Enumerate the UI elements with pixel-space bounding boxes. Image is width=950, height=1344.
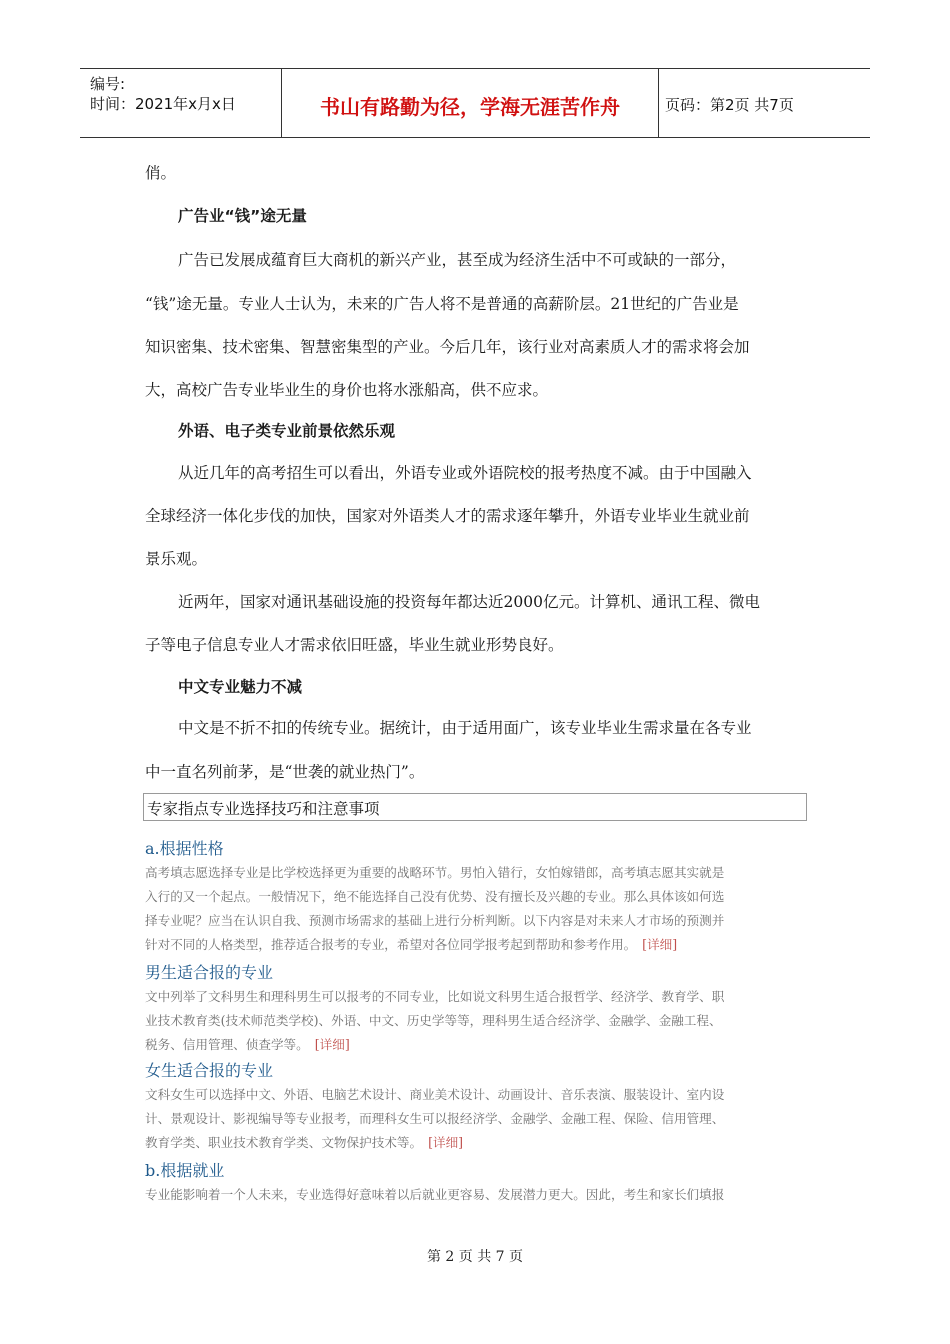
number-label: 编号: — [90, 75, 126, 93]
header-table — [80, 68, 870, 138]
body-line: 中一直名列前茅，是“世袭的就业热门”。 — [145, 763, 425, 781]
body-line: 近两年，国家对通讯基础设施的投资每年都达近2000亿元。计算机、通讯工程、微电 — [178, 593, 760, 611]
summary-text: 税务、信用管理、侦查学等。 — [145, 1037, 309, 1052]
section-link-boys-majors[interactable]: 男生适合报的专业 — [145, 963, 274, 982]
header-right-cell — [659, 69, 870, 137]
section-heading-foreign-language: 外语、电子类专业前景依然乐观 — [178, 422, 396, 440]
expert-tips-title: 专家指点专业选择技巧和注意事项 — [147, 800, 380, 818]
summary-line: 择专业呢？应当在认识自我、预测市场需求的基础上进行分析判断。以下内容是对未来人才市场的预测并 — [145, 913, 725, 928]
page-label: 页码：第2页 共7页 — [665, 96, 794, 114]
expert-tips-box — [143, 793, 807, 821]
header-center-cell — [282, 69, 659, 137]
body-line: 中文是不折不扣的传统专业。据统计，由于适用面广，该专业毕业生需求量在各专业 — [178, 719, 752, 737]
summary-line — [145, 1132, 463, 1151]
summary-text: 针对不同的人格类型，推荐适合报考的专业，希望对各位同学报考起到帮助和参考作用。 — [145, 937, 637, 952]
summary-line — [145, 934, 677, 953]
section-heading-chinese: 中文专业魅力不减 — [178, 678, 303, 696]
summary-line: 文科女生可以选择中文、外语、电脑艺术设计、商业美术设计、动画设计、音乐表演、服装设计、室内设 — [145, 1087, 725, 1102]
section-link-employment[interactable]: b.根据就业 — [145, 1161, 225, 1180]
summary-line: 高考填志愿选择专业是比学校选择更为重要的战略环节。男怕入错行，女怕嫁错郎，高考填志愿其实就是 — [145, 865, 725, 880]
motto: 书山有路勤为径，学海无涯苦作舟 — [320, 95, 620, 119]
detail-link[interactable]: [详细] — [428, 1135, 464, 1150]
detail-link[interactable]: [详细] — [314, 1037, 350, 1052]
body-line: “钱”途无量。专业人士认为，未来的广告人将不是普通的高薪阶层。21世纪的广告业是 — [145, 295, 739, 313]
summary-text: 教育学类、职业技术教育学类、文物保护技术等。 — [145, 1135, 423, 1150]
summary-line: 文中列举了文科男生和理科男生可以报考的不同专业，比如说文科男生适合报哲学、经济学、教育学、职 — [145, 989, 725, 1004]
body-line: 子等电子信息专业人才需求依旧旺盛，毕业生就业形势良好。 — [145, 636, 564, 654]
summary-line: 入行的又一个起点。一般情况下，绝不能选择自己没有优势、没有擅长及兴趣的专业。那么具体该如何选 — [145, 889, 725, 904]
body-line: 广告已发展成蕴育巨大商机的新兴产业，甚至成为经济生活中不可或缺的一部分， — [178, 251, 737, 269]
body-line: 知识密集、技术密集、智慧密集型的产业。今后几年，该行业对高素质人才的需求将会加 — [145, 338, 750, 356]
header-left-cell — [80, 69, 282, 137]
body-line: 景乐观。 — [145, 550, 208, 568]
summary-line: 专业能影响着一个人未来，专业选得好意味着以后就业更容易、发展潜力更大。因此，考生和家长们填报 — [145, 1187, 725, 1202]
section-link-girls-majors[interactable]: 女生适合报的专业 — [145, 1061, 274, 1080]
section-link-personality[interactable]: a.根据性格 — [145, 839, 224, 858]
section-heading-advertising: 广告业“钱”途无量 — [178, 207, 307, 225]
summary-line: 计、景观设计、影视编导等专业报考，而理科女生可以报经济学、金融学、金融工程、保险、信用管理、 — [145, 1111, 725, 1126]
time-label: 时间：2021年x月x日 — [90, 95, 236, 113]
summary-line — [145, 1034, 350, 1053]
page-footer: 第 2 页 共 7 页 — [426, 1249, 524, 1265]
summary-line: 业技术教育类(技术师范类学校)、外语、中文、历史学等等，理科男生适合经济学、金融学、金融工程、 — [145, 1013, 722, 1028]
body-line: 大，高校广告专业毕业生的身价也将水涨船高，供不应求。 — [145, 381, 549, 399]
body-line: 从近几年的高考招生可以看出，外语专业或外语院校的报考热度不减。由于中国融入 — [178, 464, 752, 482]
detail-link[interactable]: [详细] — [642, 937, 678, 952]
body-line: 全球经济一体化步伐的加快，国家对外语类人才的需求逐年攀升，外语专业毕业生就业前 — [145, 507, 750, 525]
body-line: 俏。 — [145, 164, 177, 182]
